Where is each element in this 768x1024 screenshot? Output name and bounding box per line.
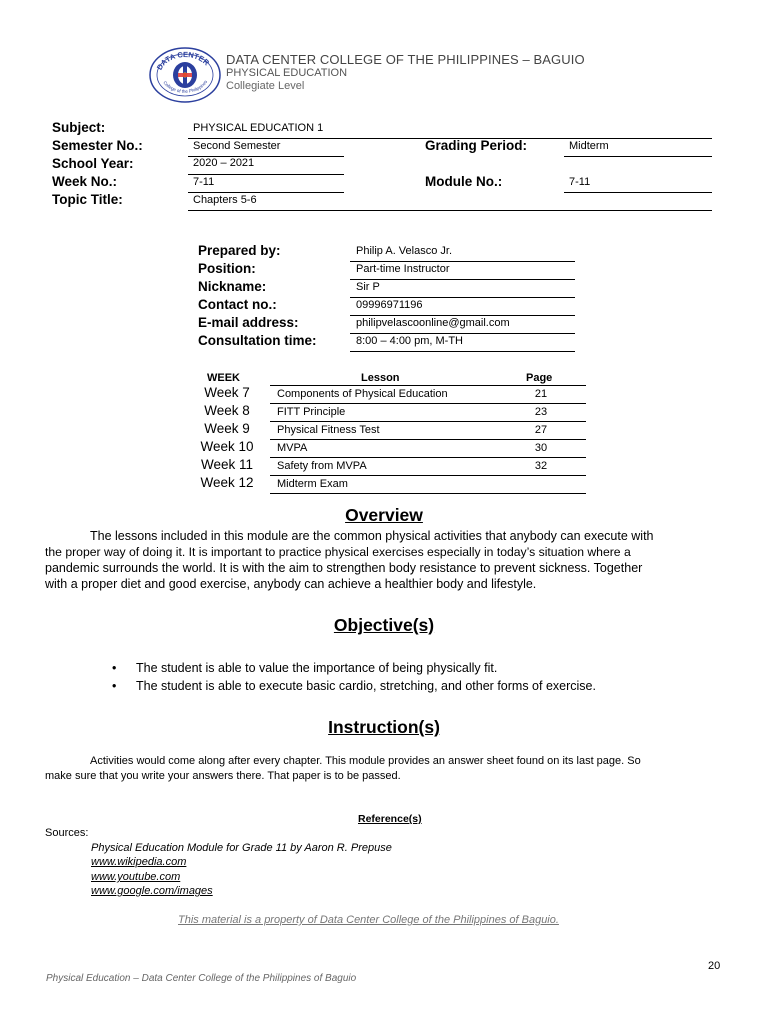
module-label: Module No.: — [425, 174, 503, 189]
overview-heading: Overview — [345, 505, 423, 525]
footer-text: Physical Education – Data Center College of the Philippines of Baguio — [46, 973, 357, 984]
divider — [188, 192, 344, 193]
overview-line: pandemic surrounds the world. It is with the aim to strengthen body resistance to prevent sickness. Together — [45, 561, 643, 575]
page-number: 20 — [708, 960, 721, 972]
sources-label: Sources: — [45, 827, 89, 839]
lesson-title: Midterm Exam — [277, 478, 348, 490]
lesson-page: 21 — [534, 388, 548, 400]
bullet-icon: • — [112, 679, 117, 693]
grading-value: Midterm — [569, 140, 609, 152]
property-note: This material is a property of Data Center College of the Philippines of Baguio. — [178, 914, 559, 926]
prepared-label: Consultation time: — [198, 333, 317, 348]
divider — [270, 403, 586, 404]
reference-link[interactable]: www.youtube.com — [91, 871, 181, 883]
divider — [270, 457, 586, 458]
divider — [350, 333, 575, 334]
divider — [350, 261, 575, 262]
instruction-line: make sure that you write your answers there. That paper is to be passed. — [45, 770, 401, 782]
svg-text:College of the Philippines: College of the Philippines — [162, 79, 209, 94]
topic-label: Topic Title: — [52, 192, 123, 207]
prepared-value: Philip A. Velasco Jr. — [356, 245, 452, 257]
divider — [350, 351, 575, 352]
col-header-week: WEEK — [207, 372, 240, 384]
divider — [564, 156, 712, 157]
level-name: Collegiate Level — [226, 80, 305, 92]
prepared-value: Sir P — [356, 281, 380, 293]
lesson-title: FITT Principle — [277, 406, 346, 418]
semester-label: Semester No.: — [52, 138, 143, 153]
lesson-title: MVPA — [277, 442, 308, 454]
bullet-icon: • — [112, 661, 117, 675]
instructions-heading: Instruction(s) — [328, 717, 440, 737]
objectives-heading: Objective(s) — [333, 615, 435, 635]
lesson-page: 27 — [534, 424, 548, 436]
lesson-week: Week 12 — [200, 475, 254, 490]
prepared-label: Prepared by: — [198, 243, 281, 258]
prepared-label: E-mail address: — [198, 315, 299, 330]
lesson-week: Week 7 — [204, 385, 250, 400]
col-header-page: Page — [526, 372, 553, 384]
college-logo — [148, 46, 222, 104]
divider — [350, 279, 575, 280]
objective-item: The student is able to execute basic cardio, stretching, and other forms of exercise. — [136, 679, 596, 693]
svg-text:DATA CENTER: DATA CENTER — [154, 49, 212, 72]
lesson-title: Physical Fitness Test — [277, 424, 380, 436]
department-name: PHYSICAL EDUCATION — [226, 67, 348, 79]
divider — [270, 385, 586, 386]
topic-value: Chapters 5-6 — [193, 194, 257, 206]
prepared-value: 09996971196 — [356, 299, 423, 311]
grading-label: Grading Period: — [425, 138, 528, 153]
overview-line: with a proper diet and good exercise, anybody can achieve a healthier body and lifestyle. — [45, 577, 537, 591]
lesson-week: Week 10 — [200, 439, 254, 454]
lesson-week: Week 8 — [204, 403, 250, 418]
divider — [270, 421, 586, 422]
school-year-value: 2020 – 2021 — [193, 157, 255, 169]
lesson-week: Week 9 — [204, 421, 250, 436]
lesson-page: 32 — [534, 460, 548, 472]
instruction-line: Activities would come along after every chapter. This module provides an answer sheet found on its last page. So — [90, 755, 641, 767]
prepared-label: Nickname: — [198, 279, 267, 294]
col-header-lesson: Lesson — [361, 372, 400, 384]
week-label: Week No.: — [52, 174, 118, 189]
lesson-week: Week 11 — [200, 457, 254, 472]
subject-value: PHYSICAL EDUCATION 1 — [193, 122, 324, 134]
lesson-title: Safety from MVPA — [277, 460, 367, 472]
divider — [350, 315, 575, 316]
college-name: DATA CENTER COLLEGE OF THE PHILIPPINES – BAGUIO — [226, 52, 585, 67]
overview-line: the proper way of doing it. It is important to practice physical exercises especially in today’s situation where a — [45, 545, 631, 559]
lesson-title: Components of Physical Education — [277, 388, 448, 400]
subject-label: Subject: — [52, 120, 106, 135]
module-value: 7-11 — [569, 176, 591, 188]
divider — [188, 210, 712, 211]
school-year-label: School Year: — [52, 156, 134, 171]
prepared-label: Position: — [198, 261, 256, 276]
prepared-value: 8:00 – 4:00 pm, M-TH — [356, 335, 463, 347]
reference-link[interactable]: www.google.com/images — [91, 885, 213, 897]
divider — [350, 297, 575, 298]
reference-link[interactable]: www.wikipedia.com — [91, 856, 187, 868]
semester-value: Second Semester — [193, 140, 281, 152]
overview-line: The lessons included in this module are the common physical activities that anybody can execute with — [90, 529, 654, 543]
lesson-page: 30 — [534, 442, 548, 454]
objective-item: The student is able to value the importance of being physically fit. — [136, 661, 498, 675]
reference-item: Physical Education Module for Grade 11 by Aaron R. Prepuse — [91, 842, 392, 854]
prepared-label: Contact no.: — [198, 297, 277, 312]
divider — [270, 493, 586, 494]
divider — [270, 475, 586, 476]
lesson-page: 23 — [534, 406, 548, 418]
prepared-value: Part-time Instructor — [356, 263, 450, 275]
prepared-value: philipvelascoonline@gmail.com — [356, 317, 510, 329]
divider — [270, 439, 586, 440]
references-heading: Reference(s) — [358, 813, 422, 825]
week-value: 7-11 — [193, 176, 215, 188]
divider — [188, 174, 344, 175]
divider — [564, 192, 712, 193]
